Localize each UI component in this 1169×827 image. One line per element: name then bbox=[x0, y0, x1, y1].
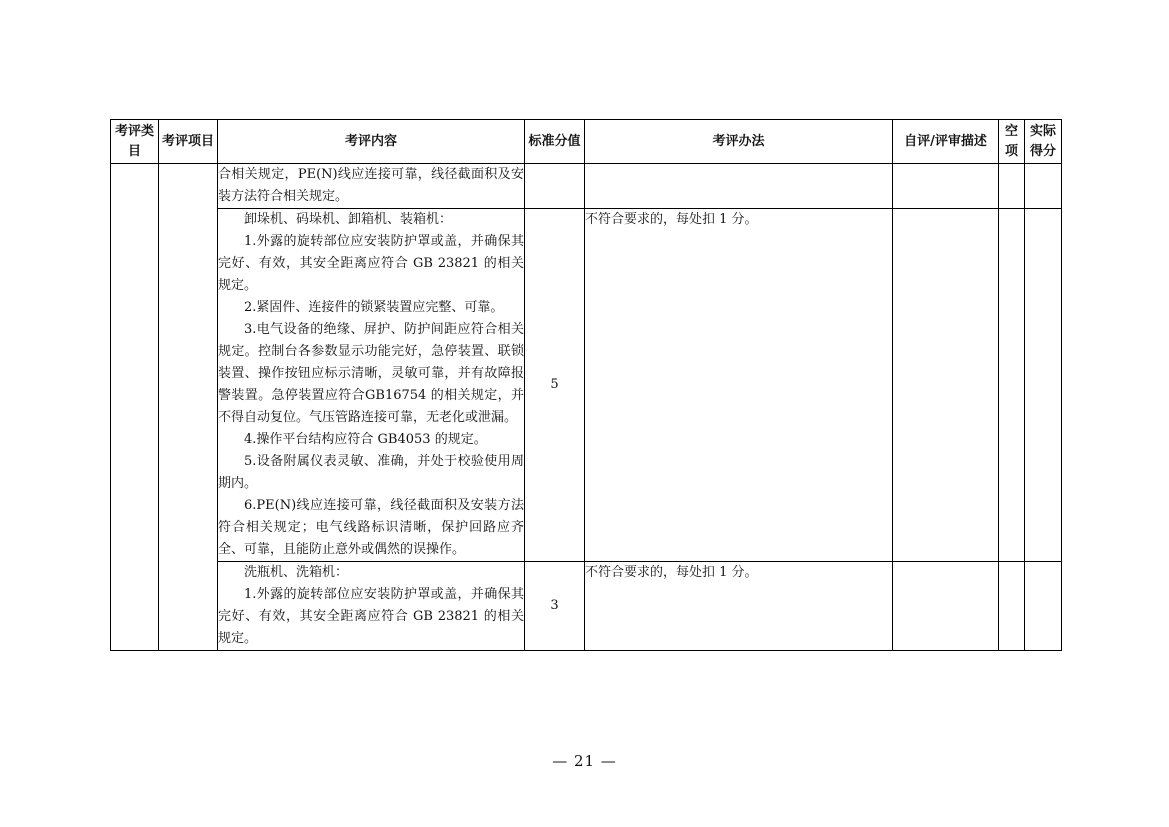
self-eval-cell bbox=[893, 209, 999, 562]
method-text: 不符合要求的，每处扣 1 分。 bbox=[585, 565, 758, 580]
content-paragraph: 洗瓶机、洗箱机： bbox=[244, 565, 349, 580]
self-eval-cell bbox=[893, 164, 999, 209]
empty-item-cell bbox=[999, 209, 1025, 562]
header-item: 考评项目 bbox=[159, 120, 218, 164]
content-paragraph: 6.PE(N)线应连接可靠，线径截面积及安装方法符合相关规定；电气线路标识清晰，保护回路应齐全、可靠，且能防止意外或偶然的误操作。 bbox=[218, 498, 524, 557]
score-cell: 5 bbox=[525, 209, 585, 562]
actual-score-cell bbox=[1025, 164, 1062, 209]
method-text: 不符合要求的，每处扣 1 分。 bbox=[585, 212, 758, 227]
header-empty: 空项 bbox=[999, 120, 1025, 164]
header-actual-score: 实际得分 bbox=[1025, 120, 1062, 164]
empty-item-cell bbox=[999, 164, 1025, 209]
content-cell bbox=[218, 164, 525, 209]
method-cell bbox=[585, 562, 893, 651]
header-method: 考评办法 bbox=[585, 120, 893, 164]
header-category: 考评类目 bbox=[111, 120, 159, 164]
content-paragraph: 1.外露的旋转部位应安装防护罩或盖，并确保其完好、有效，其安全距离应符合 GB 23821 的相关规定。 bbox=[218, 587, 524, 646]
content-paragraph: 5.设备附属仪表灵敏、准确，并处于校验使用周期内。 bbox=[218, 454, 524, 491]
header-standard-score: 标准分值 bbox=[525, 120, 585, 164]
header-row bbox=[111, 120, 1062, 164]
method-cell bbox=[585, 209, 893, 562]
empty-item-cell bbox=[999, 562, 1025, 651]
content-paragraph: 4.操作平台结构应符合 GB4053 的规定。 bbox=[244, 432, 487, 447]
content-paragraph: 卸垛机、码垛机、卸箱机、装箱机： bbox=[244, 212, 453, 227]
method-cell bbox=[585, 164, 893, 209]
content-paragraph: 2.紧固件、连接件的锁紧装置应完整、可靠。 bbox=[244, 300, 504, 315]
actual-score-cell bbox=[1025, 209, 1062, 562]
self-eval-cell bbox=[893, 562, 999, 651]
table-row bbox=[111, 209, 1062, 562]
content-paragraph: 1.外露的旋转部位应安装防护罩或盖，并确保其完好、有效，其安全距离应符合 GB 23821 的相关规定。 bbox=[218, 234, 524, 293]
content-cell bbox=[218, 209, 525, 562]
actual-score-cell bbox=[1025, 562, 1062, 651]
content-cell bbox=[218, 562, 525, 651]
header-content: 考评内容 bbox=[218, 120, 525, 164]
page-number: — 21 — bbox=[552, 752, 617, 770]
header-self-eval: 自评/评审描述 bbox=[893, 120, 999, 164]
score-cell: 3 bbox=[525, 562, 585, 651]
content-paragraph: 3.电气设备的绝缘、屏护、防护间距应符合相关规定。控制台各参数显示功能完好，急停装置、联锁装置、操作按钮应标示清晰，灵敏可靠，并有故障报警装置。急停装置应符合GB16754 的相关规定，并不得自动复位。气压管路连接可靠，无老化或泄漏。 bbox=[218, 322, 524, 425]
item-cell bbox=[159, 164, 218, 651]
table-row bbox=[111, 562, 1062, 651]
table-row bbox=[111, 164, 1062, 209]
category-cell bbox=[111, 164, 159, 651]
content-paragraph: 合相关规定，PE(N)线应连接可靠，线径截面积及安装方法符合相关规定。 bbox=[218, 167, 524, 204]
evaluation-table bbox=[110, 119, 1062, 651]
score-cell bbox=[525, 164, 585, 209]
